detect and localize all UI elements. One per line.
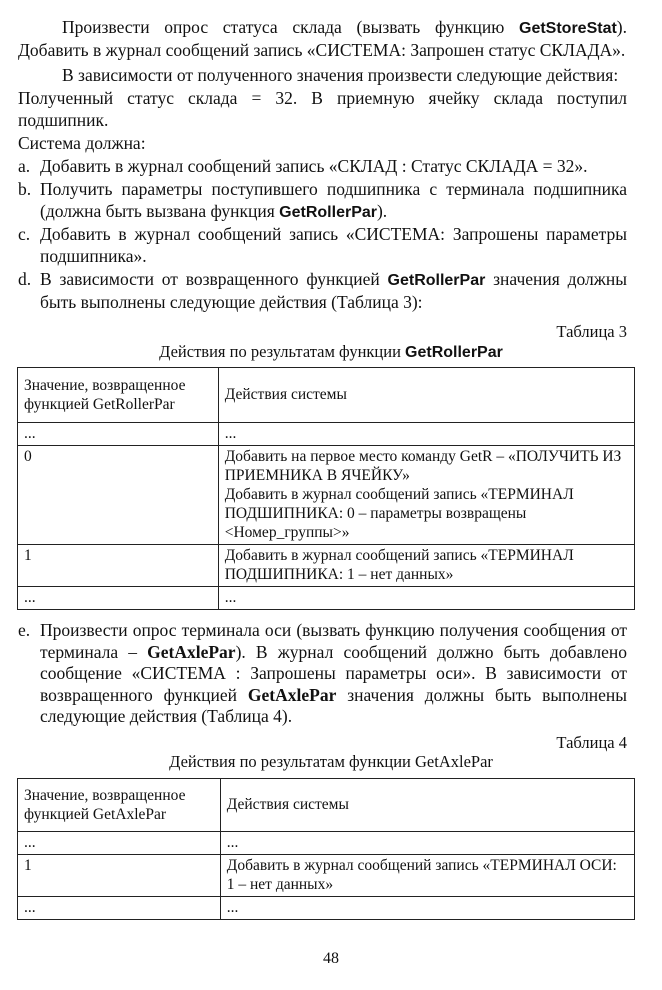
table-cell: ...: [218, 587, 634, 610]
table-header-row: [18, 779, 635, 832]
list-marker: e.: [18, 620, 31, 640]
list-item-b: [18, 179, 627, 223]
paragraph-system-must: Система должна:: [18, 133, 146, 153]
action-line: Добавить в журнал сообщений запись «ТЕРМИНАЛ ПОДШИПНИКА: 0 – параметры возвращены <Номер_группы>»: [224, 486, 574, 541]
list-item-text: [40, 269, 627, 313]
table-cell: ...: [220, 897, 634, 920]
table-header-cell: Действия системы: [220, 779, 634, 832]
table-cell: [218, 446, 634, 545]
list-e-post: значения должны быть выполнены следующие действия (Таблица 4).: [40, 684, 628, 726]
table3-label: Таблица 3: [556, 322, 627, 341]
table-cell: ...: [220, 832, 634, 855]
table-header-row: [18, 368, 635, 423]
table-cell: ...: [18, 423, 219, 446]
list-marker: a.: [18, 156, 31, 176]
function-name-getstorestat: GetStoreStat: [519, 20, 617, 37]
table-cell: ...: [18, 587, 219, 610]
table-cell: ...: [18, 897, 221, 920]
list-e-pre: Произвести опрос терминала оси (вызвать функцию получения сообщения от терминала –: [40, 620, 627, 662]
list-b-post: ).: [376, 200, 388, 221]
function-name-getaxlepar: GetAxlePar: [247, 684, 337, 705]
table-header-cell: Действия системы: [218, 368, 634, 423]
para1-text-pre: Произвести опрос статуса склада (вызвать функцию: [62, 17, 519, 37]
list-b-pre: Получить параметры поступившего подшипника с терминала подшипника (должна быть вызвана функция: [40, 179, 627, 221]
paragraph-status-32: Полученный статус склада = 32. В приемную ячейку склада поступил подшипник.: [18, 88, 627, 130]
function-name-getaxlepar: GetAxlePar: [147, 641, 236, 662]
list-item-c: [18, 224, 627, 267]
page-number: 48: [323, 950, 339, 967]
table-row: [18, 446, 635, 545]
list-d-post: значения должны быть выполнены следующие действия (Таблица 3):: [40, 269, 627, 312]
table4: [17, 778, 635, 920]
table-cell: Добавить в журнал сообщений запись «ТЕРМИНАЛ ОСИ: 1 – нет данных»: [220, 855, 634, 897]
function-name-getrollerpar: GetRollerPar: [405, 344, 503, 361]
list-marker: c.: [18, 224, 31, 244]
list-item-a: [18, 156, 627, 178]
list-item-text: [40, 620, 627, 728]
para1-text-post: ). Добавить в журнал сообщений запись «СИСТЕМА: Запрошен статус СКЛАДА».: [18, 17, 627, 60]
table4-label: Таблица 4: [556, 733, 627, 752]
list-item-e: [18, 620, 627, 728]
table-row: [18, 855, 635, 897]
function-name-getrollerpar: GetRollerPar: [279, 203, 377, 221]
list-d-pre: В зависимости от возвращенного функцией: [40, 269, 388, 289]
table3-caption: [0, 342, 662, 362]
table-row: [18, 897, 635, 920]
table-cell: 1: [18, 545, 219, 587]
table-header-cell: Значение, возвращенное функцией GetRollerPar: [18, 368, 219, 423]
table-cell: ...: [18, 832, 221, 855]
table4-caption: Действия по результатам функции GetAxlePar: [169, 752, 493, 771]
table-cell: Добавить в журнал сообщений запись «ТЕРМИНАЛ ПОДШИПНИКА: 1 – нет данных»: [218, 545, 634, 587]
table-cell: ...: [218, 423, 634, 446]
paragraph-depending: В зависимости от полученного значения произвести следующие действия:: [62, 65, 619, 85]
list-item-text: Добавить в журнал сообщений запись «СКЛАД : Статус СКЛАДА = 32».: [40, 156, 588, 176]
paragraph-store-status: [18, 17, 627, 61]
table-row: [18, 545, 635, 587]
list-item-text: [40, 179, 627, 223]
list-marker: d.: [18, 269, 32, 289]
table-row: [18, 423, 635, 446]
table3: [17, 367, 635, 610]
list-item-text: Добавить в журнал сообщений запись «СИСТЕМА: Запрошены параметры подшипника».: [40, 224, 627, 266]
action-line: Добавить на первое место команду GetR – «ПОЛУЧИТЬ ИЗ ПРИЕМНИКА В ЯЧЕЙКУ»: [224, 448, 622, 484]
list-e-mid: ). В журнал сообщений должно быть добавлено сообщение «СИСТЕМА : Запрошены параметры оси». В зависимости от возвращенного функцией: [40, 641, 627, 705]
list-marker: b.: [18, 179, 32, 199]
table-cell: 1: [18, 855, 221, 897]
table-row: [18, 587, 635, 610]
table-cell: 0: [18, 446, 219, 545]
function-name-getrollerpar: GetRollerPar: [387, 272, 486, 289]
table-row: [18, 832, 635, 855]
table3-caption-text: Действия по результатам функции: [159, 342, 406, 361]
list-item-d: [18, 269, 627, 313]
table-header-cell: Значение, возвращенное функцией GetAxlePar: [18, 779, 221, 832]
